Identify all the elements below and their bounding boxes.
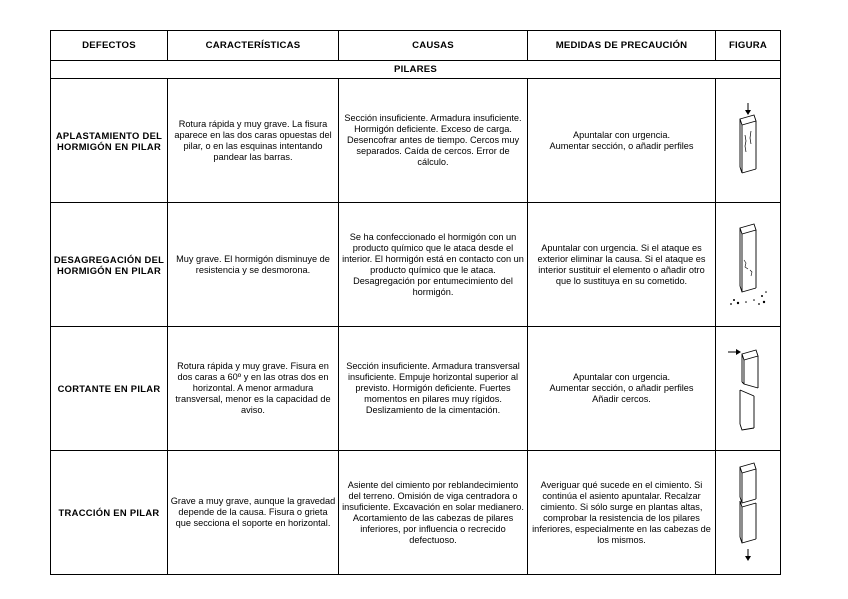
causes-cell: Sección insuficiente. Armadura transversal insuficiente. Empuje horizontal superior al previsto. Hormigón deficiente. Fuertes momentos en pilares muy rígidos. Deslizamiento de la cimentación. [339, 327, 528, 451]
header-defects: DEFECTOS [51, 31, 168, 61]
causes-cell: Sección insuficiente. Armadura insuficiente. Hormigón deficiente. Exceso de carga. Desencofrar antes de tiempo. Cercos muy separados. Caída de cercos. Error de cálculo. [339, 79, 528, 203]
characteristics-cell: Rotura rápida y muy grave. La fisura aparece en las dos caras opuestas del pilar, o en las esquinas intentando pandear las barras. [168, 79, 339, 203]
section-row [51, 61, 781, 79]
defect-cell: CORTANTE EN PILAR [51, 327, 168, 451]
header-characteristics: CARACTERÍSTICAS [168, 31, 339, 61]
defect-cell: DESAGREGACIÓN DEL HORMIGÓN EN PILAR [51, 203, 168, 327]
table-row [51, 451, 781, 575]
precautions-cell: Apuntalar con urgencia. Si el ataque es exterior eliminar la causa. Si el ataque es interior sustituir el elemento o añadir otro que lo sustituya en su cometido. [528, 203, 716, 327]
precautions-cell: Averiguar qué sucede en el cimiento. Si continúa el asiento apuntalar. Recalzar cimiento. Si sólo surge en plantas altas, comprobar la resistencia de los pilares inferiores, especialmente en las cabezas de los mismos. [528, 451, 716, 575]
figure-cell [716, 451, 781, 575]
defects-table [50, 30, 781, 575]
header-causes: CAUSAS [339, 31, 528, 61]
characteristics-cell: Grave a muy grave, aunque la gravedad depende de la causa. Fisura o grieta que secciona el soporte en horizontal. [168, 451, 339, 575]
causes-cell: Se ha confeccionado el hormigón con un producto químico que le ataca desde el interior. El hormigón está en contacto con un producto químico que le ataca. Desagregación por entumecimiento del hormigón. [339, 203, 528, 327]
header-figure: FIGURA [716, 31, 781, 61]
characteristics-cell: Rotura rápida y muy grave. Fisura en dos caras a 60º y en las otras dos en horizontal. A menor armadura transversal, menor es la capacidad de aviso. [168, 327, 339, 451]
defect-cell: TRACCIÓN EN PILAR [51, 451, 168, 575]
crushed-pillar-icon [733, 101, 763, 181]
header-precautions: MEDIDAS DE PRECAUCIÓN [528, 31, 716, 61]
table-row [51, 79, 781, 203]
characteristics-cell: Muy grave. El hormigón disminuye de resistencia y se desmorona. [168, 203, 339, 327]
section-title: PILARES [51, 61, 781, 79]
header-row [51, 31, 781, 61]
table-row [51, 203, 781, 327]
sheared-pillar-icon [726, 344, 770, 434]
table-row [51, 327, 781, 451]
precautions-cell: Apuntalar con urgencia. Aumentar sección, o añadir perfiles [528, 79, 716, 203]
precautions-cell: Apuntalar con urgencia. Aumentar sección, o añadir perfiles Añadir cercos. [528, 327, 716, 451]
causes-cell: Asiente del cimiento por reblandecimiento del terreno. Omisión de viga centradora o insuficiente. Excavación en solar medianero. Acortamiento de las cabezas de pilares inferiores, por influencia o recrecido defectuoso. [339, 451, 528, 575]
figure-cell [716, 203, 781, 327]
figure-cell [716, 327, 781, 451]
figure-cell [716, 79, 781, 203]
crumbling-pillar-icon [726, 220, 770, 310]
tension-pillar-icon [733, 461, 763, 565]
defect-cell: APLASTAMIENTO DEL HORMIGÓN EN PILAR [51, 79, 168, 203]
